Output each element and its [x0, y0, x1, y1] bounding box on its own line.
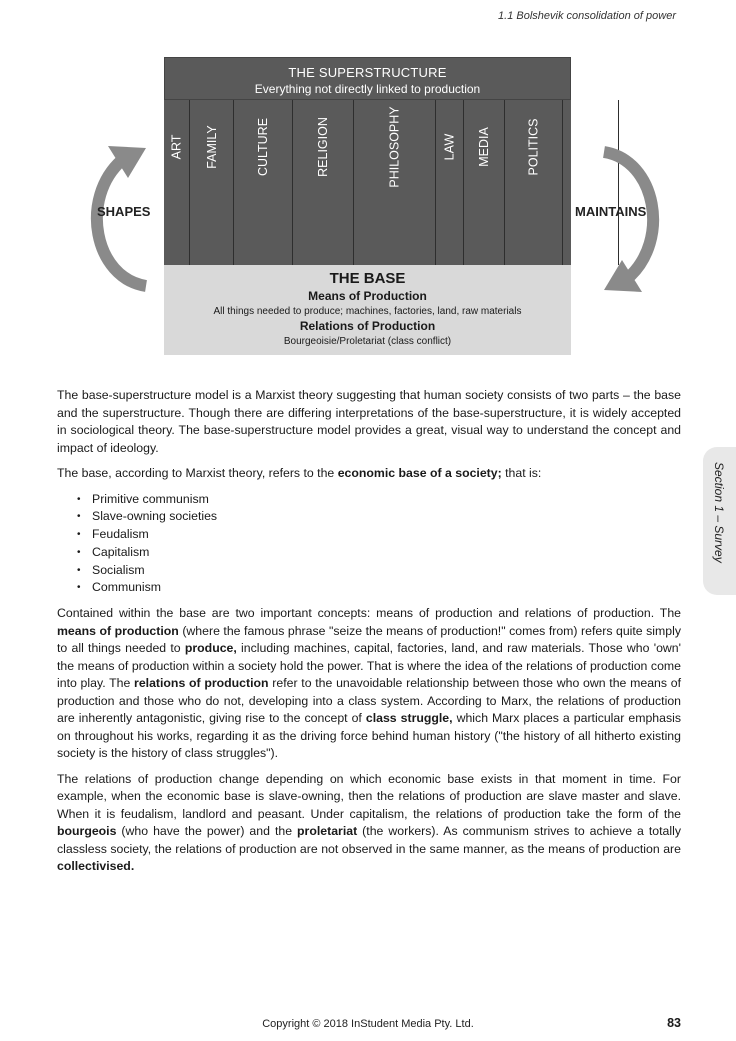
- column-label: LAW: [442, 133, 457, 160]
- relations-of-production-desc: Bourgeoisie/Proletariat (class conflict): [283, 336, 452, 347]
- list-item: • Slave-owning societies: [77, 508, 681, 526]
- column-label: PHILOSOPHY: [387, 105, 402, 188]
- footer-copyright: Copyright © 2018 InStudent Media Pty. Ltd.: [262, 1018, 474, 1030]
- superstructure-subtitle: Everything not directly linked to production: [254, 82, 481, 96]
- paragraph-intro: The base-superstructure model is a Marxist theory suggesting that human society consists of two parts – the base and the superstructure. Though there are differing interpretations of the base-superstructure, it is widely accepted in sociological theory. The base-superstructure model provides a great, visual way to understand the concept and impact of ideology.: [57, 388, 681, 455]
- column-label: FAMILY: [204, 124, 219, 169]
- column-label: MEDIA: [476, 126, 491, 167]
- column-label: RELIGION: [316, 116, 331, 177]
- column-media: [463, 100, 504, 265]
- paragraph-base: The base, according to Marxist theory, refers to the economic base of a society; that is:: [57, 466, 542, 480]
- body-text: [57, 387, 681, 884]
- economic-base-list: [77, 491, 681, 598]
- column-label: CULTURE: [256, 117, 271, 176]
- relations-of-production-title: Relations of Production: [299, 319, 436, 333]
- base-box: [164, 265, 571, 355]
- paragraph-relations-change: The relations of production change depending on which economic base exists in that moment in time. For example, when the economic base is slave-owning, then the relations of production are slave master and slave. When it is feudalism, landlord and peasant. Under capitalism, the relations of production take the form of the bourgeois (who have the power) and the proletariat (the workers). As communism strives to achieve a totally classless society, the relations of production are not observed in the same manner, as the means of production are collectivised.: [57, 771, 681, 874]
- list-item: • Primitive communism: [77, 491, 681, 509]
- superstructure-title: THE SUPERSTRUCTURE: [288, 65, 447, 80]
- column-label: ART: [169, 134, 184, 159]
- right-curved-arrow-icon: [596, 140, 666, 300]
- section-side-tab-label: Section 1 – Survey: [712, 462, 726, 563]
- column-politics: [504, 100, 562, 265]
- maintains-label: MAINTAINS: [575, 204, 647, 219]
- list-item: • Feudalism: [77, 526, 681, 544]
- base-superstructure-diagram: [0, 0, 736, 370]
- column-label: POLITICS: [526, 118, 541, 175]
- column-culture: [233, 100, 292, 265]
- column-art: [164, 100, 189, 265]
- column-philosophy: [353, 100, 435, 265]
- list-item: • Communism: [77, 579, 681, 597]
- paragraph-means-relations: Contained within the base are two important concepts: means of production and relations of production. The means of production (where the famous phrase "seize the means of production!" comes from) refers quite simply to all things needed to produce, including machines, capital, factories, land, and raw materials. Those who 'own' the means of production within a society hold the power. That is where the idea of the relations of production come into play. The relations of production refer to the unavoidable relationship between those who own the means of production and those who do not, developing into a class system. According to Marx, the relations of production are inherently antagonistic, giving rise to the concept of class struggle, which Marx places a particular emphasis on throughout his works, regarding it as the driving force behind human history ("the history of all hitherto existing society is the history of class struggles").: [57, 606, 682, 761]
- running-header: 1.1 Bolshevik consolidation of power: [498, 10, 676, 22]
- column-label: SCIENCE: [583, 118, 598, 175]
- column-family: [189, 100, 234, 265]
- page-number: 83: [667, 1016, 681, 1030]
- column-religion: [292, 100, 353, 265]
- column-law: [435, 100, 463, 265]
- list-item: • Capitalism: [77, 544, 681, 562]
- list-item: • Socialism: [77, 562, 681, 580]
- base-title: THE BASE: [329, 270, 406, 287]
- means-of-production-title: Means of Production: [308, 289, 427, 303]
- column-label: EDUCATION: [648, 110, 663, 183]
- shapes-label: SHAPES: [97, 204, 151, 219]
- means-of-production-desc: All things needed to produce; machines, factories, land, raw materials: [213, 306, 522, 317]
- superstructure-header: [164, 57, 571, 100]
